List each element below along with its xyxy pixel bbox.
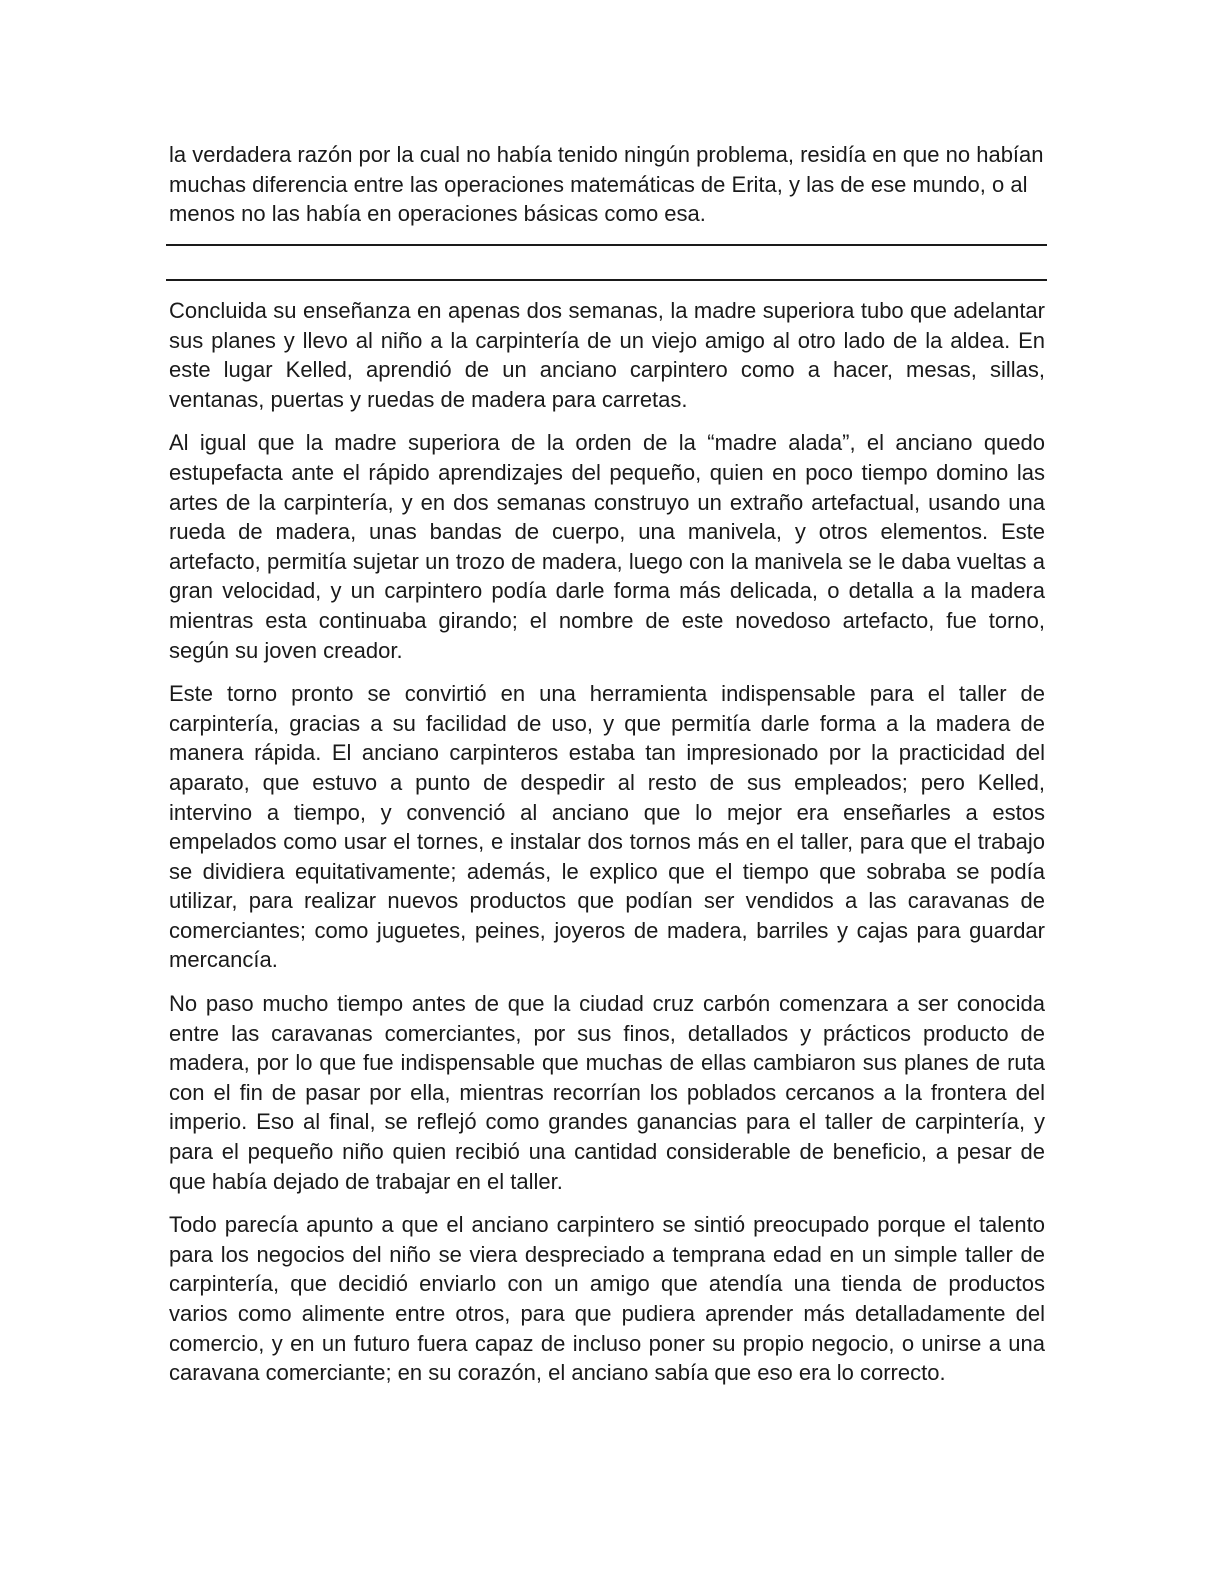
paragraph: Al igual que la madre superiora de la orden de la “madre alada”, el anciano quedo estupefacta ante el rápido aprendizajes del pequeño, quien en poco tiempo domino las artes de la carpintería, y en dos semanas construyo un extraño artefactual, usando una rueda de madera, unas bandas de cuerpo, una manivela, y otros elementos. Este artefacto, permitía sujetar un trozo de madera, luego con la manivela se le daba vueltas a gran velocidad, y un carpintero podía darle forma más delicada, o detalla a la madera mientras esta continuaba girando; el nombre de este novedoso artefacto, fue torno, según su joven creador. <box>169 430 1045 663</box>
text-block-top <box>169 140 1045 229</box>
paragraph: Concluida su enseñanza en apenas dos semanas, la madre superiora tubo que adelantar sus planes y llevo al niño a la carpintería de un viejo amigo al otro lado de la aldea. En este lugar Kelled, aprendió de un anciano carpintero como a hacer, mesas, sillas, ventanas, puertas y ruedas de madera para carretas. <box>169 298 1045 412</box>
paragraph: No paso mucho tiempo antes de que la ciudad cruz carbón comenzara a ser conocida entre las caravanas comerciantes, por sus finos, detallados y prácticos producto de madera, por lo que fue indispensable que muchas de ellas cambiaron sus planes de ruta con el fin de pasar por ella, mientras recorrían los poblados cercanos a la frontera del imperio. Eso al final, se reflejó como grandes ganancias para el taller de carpintería, y para el pequeño niño quien recibió una cantidad considerable de beneficio, a pesar de que había dejado de trabajar en el taller. <box>169 991 1045 1194</box>
paragraph: la verdadera razón por la cual no había tenido ningún problema, residía en que no habían muchas diferencia entre las operaciones matemáticas de Erita, y las de ese mundo, o al menos no las había en operaciones básicas como esa. <box>169 142 1044 227</box>
paragraph: Este torno pronto se convirtió en una herramienta indispensable para el taller de carpintería, gracias a su facilidad de uso, y que permitía darle forma a la madera de manera rápida. El anciano carpinteros estaba tan impresionado por la practicidad del aparato, que estuvo a punto de despedir al resto de sus empleados; pero Kelled, intervino a tiempo, y convenció al anciano que lo mejor era enseñarles a estos empelados como usar el tornes, e instalar dos tornos más en el taller, para que el trabajo se dividiera equitativamente; además, le explico que el tiempo que sobraba se podía utilizar, para realizar nuevos productos que podían ser vendidos a las caravanas de comerciantes; como juguetes, peines, joyeros de madera, barriles y cajas para guardar mercancía. <box>169 681 1045 973</box>
text-block-main <box>169 296 1045 1388</box>
paragraph: Todo parecía apunto a que el anciano carpintero se sintió preocupado porque el talento para los negocios del niño se viera despreciado a temprana edad en un simple taller de carpintería, que decidió enviarlo con un amigo que atendía una tienda de productos varios como alimente entre otros, para que pudiera aprender más detalladamente del comercio, y en un futuro fuera capaz de incluso poner su propio negocio, o unirse a una caravana comerciante; en su corazón, el anciano sabía que eso era lo correcto. <box>169 1212 1045 1386</box>
section-divider-line <box>166 279 1047 281</box>
section-divider-line <box>166 244 1047 246</box>
